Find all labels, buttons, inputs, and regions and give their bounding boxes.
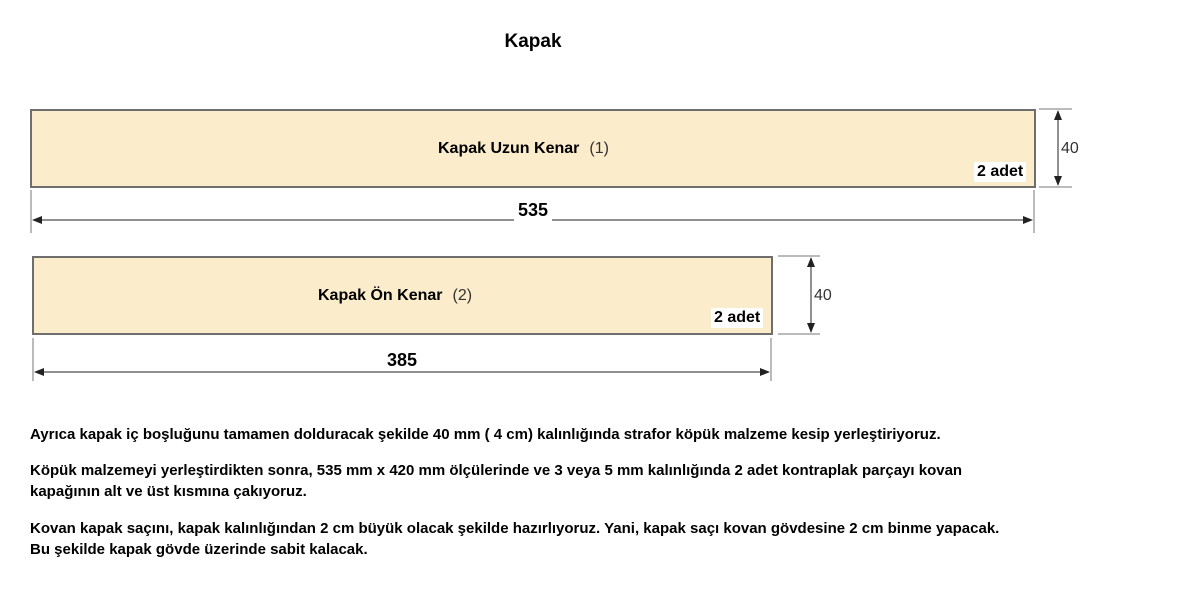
board-2-label-group xyxy=(318,287,472,305)
paragraph-3: Kovan kapak saçını, kapak kalınlığından 2 cm büyük olacak şekilde hazırlıyoruz. Yani, kapak saçı kovan gövdesine 2 cm binme yapacak. Bu şekilde kapak gövde üzerinde sabit kalacak. xyxy=(30,520,1000,558)
board-1-number: (1) xyxy=(589,140,609,157)
board-1-label: Kapak Uzun Kenar xyxy=(438,140,580,157)
board-1-width-label: 40 xyxy=(1061,140,1079,157)
board-2-number: (2) xyxy=(452,287,473,304)
board-1-length-label: 535 xyxy=(514,200,552,221)
paragraph-2: Köpük malzemeyi yerleştirdikten sonra, 535 mm x 420 mm ölçülerinde ve 3 veya 5 mm kalınlığında 2 adet kontraplak parçayı kovan kapağının alt ve üst kısmına çakıyoruz. xyxy=(30,462,963,500)
paragraph-1: Ayrıca kapak iç boşluğunu tamamen dolduracak şekilde 40 mm ( 4 cm) kalınlığında strafor köpük malzeme kesip yerleştiriyoruz. xyxy=(30,426,941,443)
board-1-quantity: 2 adet xyxy=(974,162,1026,182)
board-2-quantity: 2 adet xyxy=(711,308,763,328)
board-1-label-group xyxy=(438,140,609,158)
diagram-title: Kapak xyxy=(504,31,562,52)
board-2-label: Kapak Ön Kenar xyxy=(318,287,443,304)
board-2-width-label: 40 xyxy=(814,287,832,304)
board-2-length-label: 385 xyxy=(383,350,421,371)
